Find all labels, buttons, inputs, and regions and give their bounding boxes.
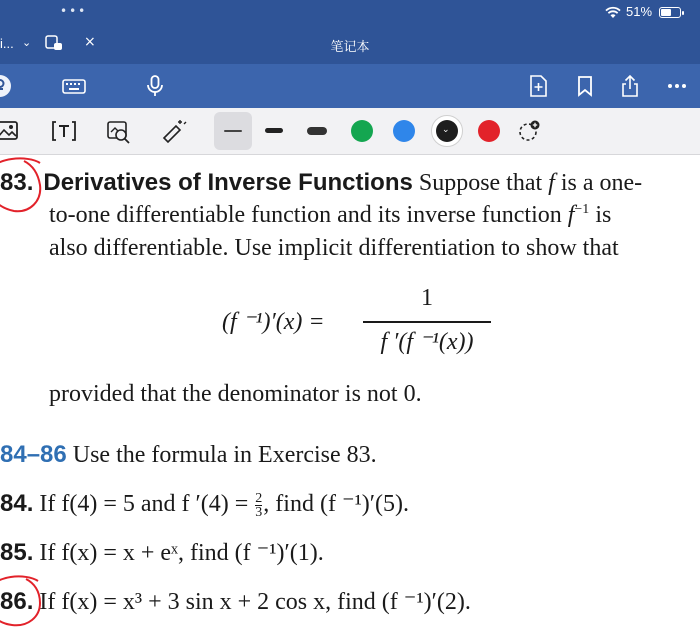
main-toolbar (0, 64, 700, 108)
drawing-toolbar (0, 108, 700, 155)
text-span: to-one differentiable function and its inverse function (49, 202, 568, 228)
range-84-86 (0, 441, 377, 469)
note-page[interactable] (0, 155, 700, 629)
frac-num: 2 (255, 490, 263, 506)
exercise-85 (0, 538, 324, 567)
exercise-number: 84. (0, 490, 34, 517)
image-search-icon[interactable] (106, 120, 132, 144)
color-black-selected[interactable] (431, 115, 463, 147)
color-blue[interactable] (393, 120, 415, 142)
pen-thick[interactable] (307, 127, 327, 135)
text-box-icon[interactable] (50, 120, 78, 142)
exercise-83-line2 (49, 202, 611, 229)
add-color-icon[interactable] (517, 119, 541, 143)
color-green[interactable] (351, 120, 373, 142)
text-span: , find (f ⁻¹)′(5). (263, 491, 410, 517)
fraction-two-thirds (255, 492, 262, 519)
tab-row (0, 28, 700, 64)
chevron-down-icon[interactable]: ⌄ (22, 36, 32, 49)
profile-icon[interactable] (0, 74, 12, 98)
range-label: 84–86 (0, 441, 67, 468)
exercise-84 (0, 489, 409, 519)
wifi-icon (604, 5, 622, 19)
math-f: f (548, 170, 555, 196)
tab-label[interactable]: i... (0, 36, 14, 51)
battery-icon (659, 7, 681, 18)
text-span: Suppose that (412, 170, 549, 196)
pen-thin-selected[interactable] (214, 112, 252, 150)
status-bar (0, 0, 700, 28)
exercise-title: Derivatives of Inverse Functions (43, 169, 413, 196)
keyboard-icon[interactable] (60, 74, 88, 98)
exercise-number: 83. (0, 169, 34, 196)
text-span: If f(x) = x + eˣ, find (f ⁻¹)′(1). (33, 540, 324, 566)
formula-numerator: 1 (421, 285, 433, 311)
fraction-bar (363, 321, 491, 323)
provided-line: provided that the denominator is not 0. (49, 381, 422, 407)
superscript: −1 (574, 202, 590, 217)
text-span: If f(x) = x³ + 3 sin x + 2 cos x, find (f ⁻¹)′(2). (39, 589, 471, 615)
share-icon[interactable] (619, 74, 641, 98)
exercise-83-line1 (0, 169, 642, 197)
color-red[interactable] (478, 120, 500, 142)
formula-denominator: f ′(f ⁻¹(x)) (380, 329, 474, 355)
microphone-icon[interactable] (144, 74, 166, 98)
frac-den: 3 (255, 504, 263, 520)
lasso-icon[interactable] (160, 118, 188, 144)
pen-medium[interactable] (265, 128, 283, 133)
close-icon[interactable]: × (84, 34, 96, 50)
bookmark-icon[interactable] (574, 74, 596, 98)
exercise-number: 85. (0, 539, 34, 566)
text-span: If f(4) = 5 and f ′(4) = (33, 491, 255, 517)
image-icon[interactable] (0, 120, 20, 142)
text-span: Use the formula in Exercise 83. (66, 442, 377, 468)
add-page-icon[interactable] (527, 74, 549, 98)
text-span: is (589, 202, 612, 228)
formula-lhs: (f ⁻¹)′(x) = (222, 309, 325, 335)
battery-percent: 51% (626, 4, 653, 19)
multitasking-dots[interactable]: ••• (60, 4, 88, 18)
more-icon[interactable] (665, 74, 689, 98)
chevron-down-icon: ⌄ (442, 125, 450, 135)
exercise-number: 86. (0, 588, 34, 615)
text-span: is a one- (554, 170, 643, 196)
top-bar (0, 0, 700, 64)
exercise-83-line3: also differentiable. Use implicit differentiation to show that (49, 235, 619, 261)
math-f: f (567, 202, 575, 228)
pen-thin-stroke (224, 130, 242, 132)
document-title: 笔记本 (330, 40, 370, 55)
exercise-86 (0, 587, 471, 616)
